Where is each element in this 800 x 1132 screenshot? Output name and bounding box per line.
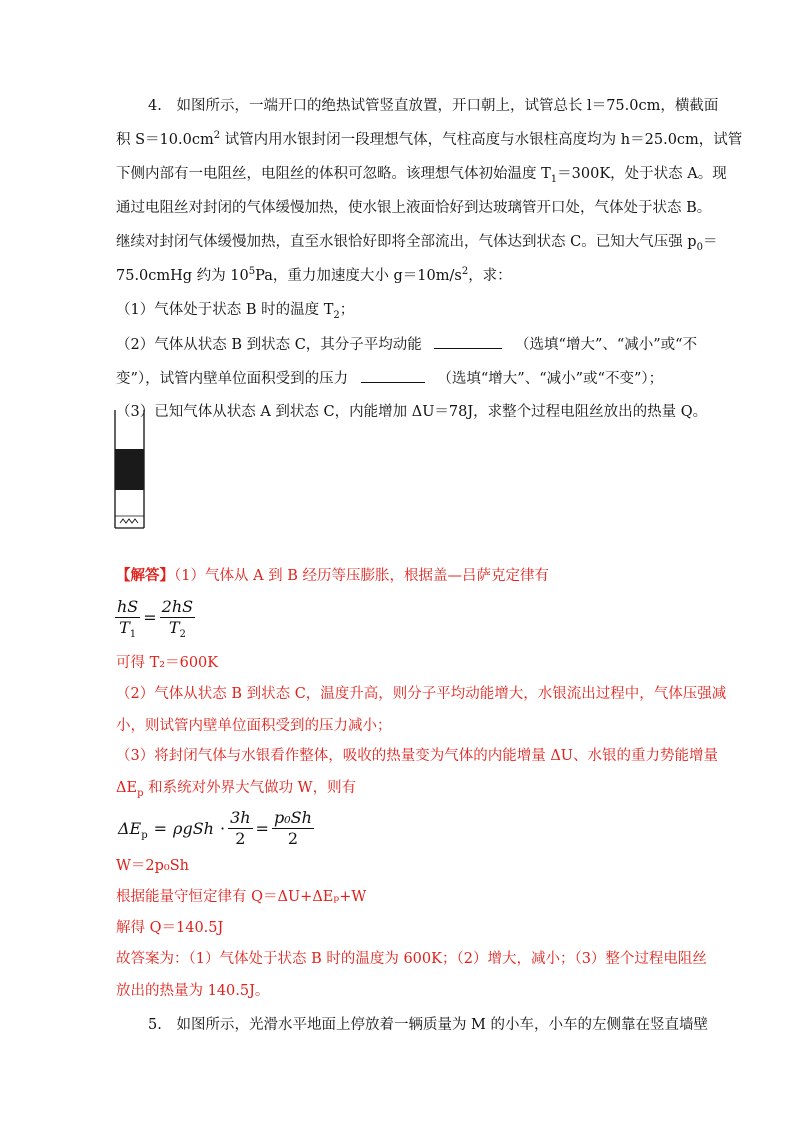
question-1: （1）气体处于状态 B 时的温度 $T_2$； xyxy=(116,302,355,321)
answer-a3-line2: $\Delta E_p$ 和系统对外界大气做功 W，则有 xyxy=(116,780,357,799)
question-3: （3）已知气体从状态 A 到状态 C，内能增加 ΔU＝78J，求整个过程电阻丝放出的热量 Q。 xyxy=(116,404,708,420)
answer-a2-line1: （2）气体从状态 B 到状态 C，温度升高，则分子平均动能增大，水银流出过程中，气体压强减 xyxy=(116,686,727,702)
answer-energy-conservation: 根据能量守恒定律有 Q＝ΔU+ΔEₚ+W xyxy=(116,889,367,905)
answer-t2-result: 可得 T₂＝600K xyxy=(116,655,219,671)
problem5-number: 5. xyxy=(148,1017,162,1033)
resistance-wire-icon xyxy=(120,519,138,523)
answer-a3-line1: （3）将封闭气体与水银看作整体，吸收的热量变为气体的内能增量 ΔU、水银的重力势能增量 xyxy=(116,748,719,764)
question-2-line1: （2）气体从状态 B 到状态 C，其分子平均动能 （选填“增大”、“减小”或“不 xyxy=(116,334,697,355)
answer-final-line2: 放出的热量为 140.5J。 xyxy=(116,983,270,999)
problem4-line5: 继续对封闭气体缓慢加热，直至水银恰好即将全部流出，气体达到状态 C。已知大气压强 $p_0=$ xyxy=(116,234,718,253)
answer-solve-q: 解得 Q＝140.5J xyxy=(116,920,224,936)
problem4-line1: 4. 如图所示，一端开口的绝热试管竖直放置，开口朝上，试管总长 l＝75.0cm，横截面 xyxy=(148,98,719,114)
answer-blank-1 xyxy=(434,334,502,349)
answer-a1: 【解答】（1）气体从 A 到 B 经历等压膨胀，根据盖—吕萨克定律有 xyxy=(116,567,550,584)
equation-potential-energy: $\Delta E_p = \rho gSh$ · $\frac{3h}{2}$ = $\frac{\text{p₀Sh}}{2}$ xyxy=(118,808,312,848)
problem4-line4: 通过电阻丝对封闭的气体缓慢加热，使水银上液面恰好到达玻璃管开口处，气体处于状态 B。 xyxy=(116,200,712,216)
answer-label: 【解答】 xyxy=(116,567,174,584)
equation-charles-law: $\frac{hS}{T_1}$ = $\frac{2hS}{T_2}$ xyxy=(117,597,194,641)
answer-a2-line2: 小，则试管内壁单位面积受到的压力减小； xyxy=(116,718,392,734)
question-2-line2: 变”），试管内壁单位面积受到的压力 （选填“增大”、“减小”或“不变”）； xyxy=(116,368,663,389)
mercury-column xyxy=(115,449,144,490)
problem4-line6: 75.0cmHg 约为 $10^5Pa$，重力加速度大小 $g=10m/s^2$，求： xyxy=(116,266,512,284)
problem4-number: 4. xyxy=(148,98,162,114)
problem4-line2: 积 $S=10.0cm^2$ 试管内用水银封闭一段理想气体，气柱高度与水银柱高度均为 h＝25.0cm，试管 xyxy=(116,130,743,148)
problem5-line1: 5. 如图所示，光滑水平地面上停放着一辆质量为 M 的小车，小车的左侧靠在竖直墙壁 xyxy=(148,1017,709,1033)
answer-work-line: W＝2p₀Sh xyxy=(116,858,189,874)
answer-final-line1: 故答案为：（1）气体处于状态 B 时的温度为 600K；（2）增大，减小；（3）整个过程电阻丝 xyxy=(116,951,707,967)
test-tube-figure xyxy=(110,408,150,538)
answer-blank-2 xyxy=(361,368,425,383)
problem4-line3: 下侧内部有一电阻丝，电阻丝的体积可忽略。该理想气体初始温度 $T_1=300K$，处于状态 A。现 xyxy=(116,166,727,185)
